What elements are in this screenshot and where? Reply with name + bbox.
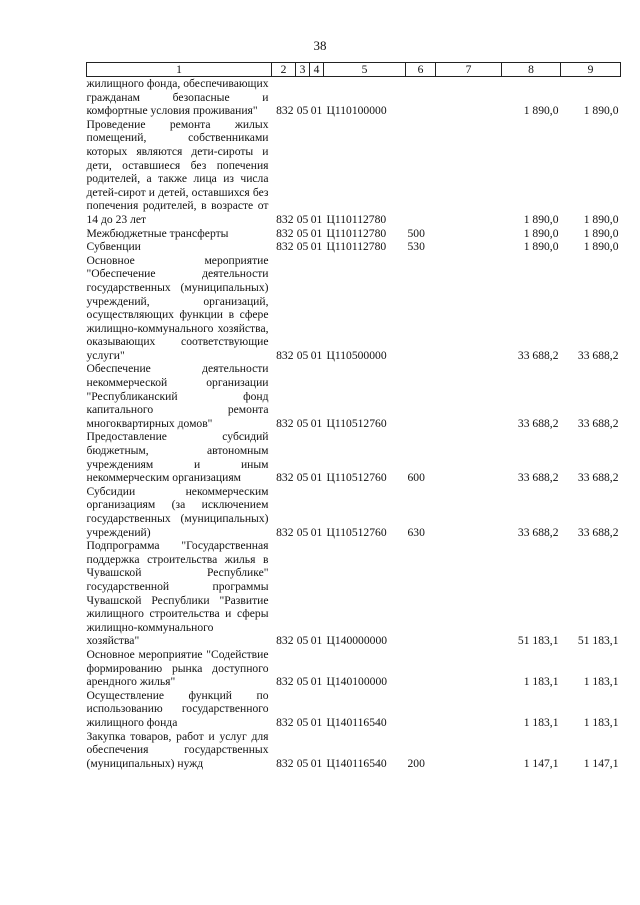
subsection-code: 01 [310, 348, 323, 362]
section-code: 05 [296, 240, 309, 254]
column-header: 2 [272, 63, 296, 77]
column-7-value [436, 227, 502, 241]
target-article-code: Ц110512760 [326, 416, 387, 430]
ministry-code: 832 [276, 416, 294, 430]
expense-type-code: 530 [407, 240, 425, 254]
section-code: 05 [296, 675, 309, 689]
amount-col-8: 33 688,2 [517, 416, 559, 430]
section-code: 05 [296, 212, 309, 226]
expense-type-code [406, 362, 436, 430]
column-7-value [436, 648, 502, 689]
column-header: 3 [296, 63, 310, 77]
table-row [87, 254, 621, 363]
amount-col-8: 1 890,0 [523, 226, 559, 240]
amount-col-9: 33 688,2 [577, 348, 619, 362]
amount-col-9: 1 183,1 [583, 675, 619, 689]
table-row [87, 689, 621, 730]
section-code: 05 [296, 471, 309, 485]
expense-type-code [406, 539, 436, 648]
expense-type-code [406, 648, 436, 689]
target-article-code: Ц140116540 [326, 715, 387, 729]
section-code: 05 [296, 634, 309, 648]
subsection-code: 01 [310, 675, 323, 689]
table-row [87, 539, 621, 648]
amount-col-9: 1 890,0 [583, 212, 619, 226]
column-7-value [436, 689, 502, 730]
expense-type-code [406, 254, 436, 363]
target-article-code: Ц110100000 [326, 104, 387, 118]
expense-type-code: 500 [407, 226, 425, 240]
table-row [87, 485, 621, 539]
target-article-code: Ц110112780 [326, 240, 387, 254]
amount-col-8: 1 147,1 [523, 756, 559, 770]
expense-type-code: 600 [407, 471, 425, 485]
row-description: Подпрограмма "Государственная поддержка строительства жилья в Чувашской Республике" государственной программы Чувашской Республики "Развитие жилищного строительства и сферы жилищно-коммунального хозяйства" [86, 539, 269, 648]
table-row [87, 118, 621, 227]
row-description: Основное мероприятие "Обеспечение деятельности государственных (муниципальных) учреждений, организаций, осуществляющих функции в сфере жилищно-коммунального хозяйства, оказывающих соответствующие услуги" [86, 253, 269, 362]
ministry-code: 832 [276, 471, 294, 485]
ministry-code: 832 [276, 226, 294, 240]
table-header-row [87, 63, 621, 77]
ministry-code: 832 [276, 634, 294, 648]
column-header: 6 [406, 63, 436, 77]
target-article-code: Ц140000000 [326, 634, 388, 648]
row-description: Основное мероприятие "Содействие формированию рынка доступного арендного жилья" [86, 647, 269, 689]
target-article-code: Ц140100000 [326, 675, 388, 689]
expense-type-code: 630 [407, 525, 425, 539]
amount-col-9: 51 183,1 [577, 634, 619, 648]
table-row [87, 362, 621, 430]
column-7-value [436, 254, 502, 363]
table-row [87, 430, 621, 484]
expense-type-code [406, 77, 436, 118]
section-code: 05 [296, 756, 309, 770]
amount-col-8: 33 688,2 [517, 471, 559, 485]
table-row [87, 77, 621, 118]
row-description: Субвенции [86, 240, 141, 254]
row-description: Закупка товаров, работ и услуг для обеспечения государственных (муниципальных) нужд [86, 729, 269, 770]
column-7-value [436, 77, 502, 118]
amount-col-8: 1 890,0 [523, 240, 559, 254]
row-description: Субсидии некоммерческим организациям (за исключением государственных (муниципальных) учреждений) [86, 484, 269, 539]
column-7-value [436, 430, 502, 484]
row-description: Обеспечение деятельности некоммерческой организации "Республиканский фонд капитального ремонта многоквартирных домов" [86, 362, 269, 430]
column-7-value [436, 485, 502, 539]
amount-col-8: 33 688,2 [517, 525, 559, 539]
amount-col-8: 1 890,0 [523, 212, 559, 226]
column-7-value [436, 730, 502, 771]
expense-type-code [406, 689, 436, 730]
row-description: жилищного фонда, обеспечивающих гражданам безопасные и комфортные условия проживания" [86, 77, 269, 118]
subsection-code: 01 [310, 104, 323, 118]
target-article-code: Ц110512760 [326, 525, 387, 539]
table-row [87, 240, 621, 254]
row-description: Осуществление функций по использованию государственного жилищного фонда [86, 688, 269, 729]
column-header: 4 [310, 63, 324, 77]
amount-col-9: 33 688,2 [577, 525, 619, 539]
table-row [87, 648, 621, 689]
section-code: 05 [296, 104, 309, 118]
column-header: 1 [87, 63, 272, 77]
column-header: 8 [502, 63, 561, 77]
ministry-code: 832 [276, 240, 294, 254]
subsection-code: 01 [310, 416, 323, 430]
amount-col-9: 33 688,2 [577, 471, 619, 485]
expense-type-code [406, 118, 436, 227]
subsection-code: 01 [310, 226, 323, 240]
section-code: 05 [296, 348, 309, 362]
table-row [87, 730, 621, 771]
ministry-code: 832 [276, 756, 294, 770]
ministry-code: 832 [276, 348, 294, 362]
row-description: Межбюджетные трансферты [86, 226, 229, 240]
amount-col-9: 1 890,0 [583, 226, 619, 240]
column-header: 5 [324, 63, 406, 77]
column-header: 7 [436, 63, 502, 77]
target-article-code: Ц110500000 [326, 348, 387, 362]
section-code: 05 [296, 715, 309, 729]
column-7-value [436, 362, 502, 430]
row-description: Проведение ремонта жилых помещений, собственниками которых являются дети-сироты и дети, оставшиеся без попечения родителей, а также лица из числа детей-сирот и детей, оставшихся без попечения родителей, в возрасте от 14 до 23 лет [86, 117, 269, 226]
section-code: 05 [296, 416, 309, 430]
amount-col-8: 1 183,1 [523, 715, 559, 729]
ministry-code: 832 [276, 715, 294, 729]
column-7-value [436, 118, 502, 227]
amount-col-8: 1 890,0 [523, 104, 559, 118]
subsection-code: 01 [310, 525, 323, 539]
expense-type-code: 200 [407, 756, 425, 770]
amount-col-8: 33 688,2 [517, 348, 559, 362]
ministry-code: 832 [276, 104, 294, 118]
amount-col-8: 1 183,1 [523, 675, 559, 689]
amount-col-9: 1 183,1 [583, 715, 619, 729]
amount-col-9: 1 890,0 [583, 240, 619, 254]
section-code: 05 [296, 525, 309, 539]
budget-table [86, 62, 621, 770]
section-code: 05 [296, 226, 309, 240]
target-article-code: Ц140116540 [326, 756, 387, 770]
subsection-code: 01 [310, 471, 323, 485]
amount-col-9: 1 890,0 [583, 104, 619, 118]
ministry-code: 832 [276, 525, 294, 539]
amount-col-9: 33 688,2 [577, 416, 619, 430]
column-7-value [436, 539, 502, 648]
ministry-code: 832 [276, 675, 294, 689]
column-header: 9 [561, 63, 621, 77]
subsection-code: 01 [310, 212, 323, 226]
subsection-code: 01 [310, 240, 323, 254]
table-row [87, 227, 621, 241]
column-7-value [436, 240, 502, 254]
subsection-code: 01 [310, 634, 323, 648]
row-description: Предоставление субсидий бюджетным, автономным учреждениям и иным некоммерческим организациям [86, 430, 269, 485]
subsection-code: 01 [310, 715, 323, 729]
amount-col-9: 1 147,1 [583, 756, 619, 770]
ministry-code: 832 [276, 212, 294, 226]
target-article-code: Ц110112780 [326, 226, 387, 240]
amount-col-8: 51 183,1 [517, 634, 559, 648]
page-number: 38 [313, 38, 327, 53]
subsection-code: 01 [310, 756, 323, 770]
target-article-code: Ц110112780 [326, 212, 387, 226]
target-article-code: Ц110512760 [326, 471, 387, 485]
